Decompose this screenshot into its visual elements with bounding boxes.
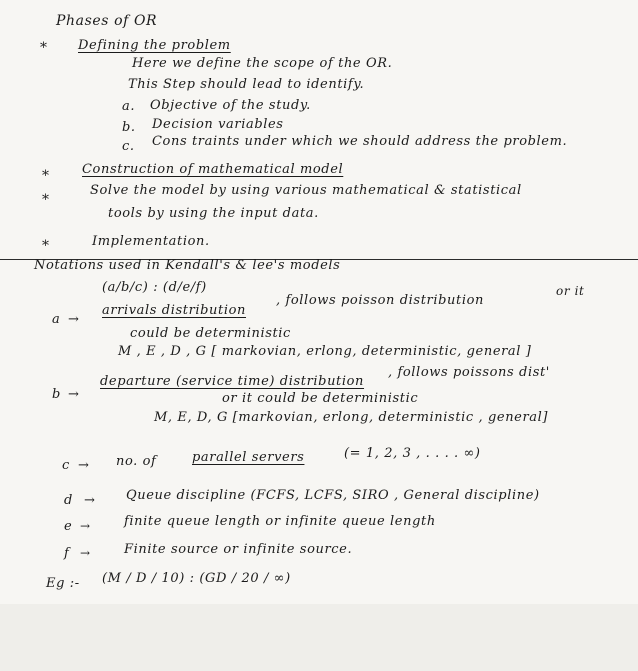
phases-heading: Phases of OR (56, 13, 158, 29)
notation-f-label: f (64, 546, 70, 561)
notation-e-arrow: → (80, 519, 91, 533)
notation-a-line-2: could be deterministic (130, 326, 291, 341)
notation-c-label: c (62, 458, 70, 473)
bullet-2: * (42, 168, 50, 184)
notation-b-follows: , follows poissons dist' (388, 365, 550, 380)
phase-3-line-2: tools by using the input data. (108, 206, 319, 221)
phase-1-sub-a: Objective of the study. (150, 98, 311, 113)
phase-1-sub-c: Cons traints under which we should address the problem. (152, 134, 568, 149)
notation-format: (a/b/c) : (d/e/f) (102, 280, 207, 295)
notation-b-line-2: or it could be deterministic (222, 391, 419, 406)
notation-a-label: a (52, 312, 61, 327)
notation-c-arrow: → (78, 458, 90, 473)
bullet-1: * (40, 40, 48, 56)
notation-b-label: b (52, 387, 61, 402)
phase-1-desc-1: Here we define the scope of the OR. (132, 56, 393, 71)
notation-b-arrow: → (68, 387, 80, 402)
blank-margin (0, 604, 638, 671)
phase-1-sub-b-label: b. (122, 120, 136, 135)
phase-1-sub-b: Decision variables (152, 117, 284, 132)
phase-4-title: Implementation. (92, 234, 210, 249)
bullet-4: * (42, 238, 50, 254)
example-text: (M / D / 10) : (GD / 20 / ∞) (102, 571, 291, 586)
notation-c-servers: parallel servers (192, 450, 305, 465)
notation-a-arrivals: arrivals distribution (102, 303, 247, 318)
bullet-3: * (42, 192, 50, 208)
phase-2-title: Construction of mathematical model (82, 162, 344, 177)
notation-f-text: Finite source or infinite source. (124, 542, 353, 557)
notation-c-range: (= 1, 2, 3 , . . . . ∞) (344, 446, 481, 461)
phase-1-desc-2: This Step should lead to identify. (128, 77, 365, 92)
notation-a-or-it: or it (556, 284, 585, 298)
notation-a-arrow: → (68, 312, 80, 327)
notation-e-label: e (64, 519, 73, 534)
notation-d-arrow: → (84, 493, 96, 508)
notation-b-departure: departure (service time) distribution (100, 374, 365, 389)
phase-1-title: Defining the problem (78, 38, 231, 53)
example-label: Eg :- (46, 576, 80, 591)
phase-1-sub-c-label: c. (122, 139, 135, 154)
notation-e-text: finite queue length or infinite queue length (124, 514, 436, 529)
notation-a-line-3: M , E , D , G [ markovian, erlong, deterministic, general ] (118, 344, 532, 359)
notation-b-line-3: M, E, D, G [markovian, erlong, deterministic , general] (154, 410, 549, 425)
notation-f-arrow: → (80, 546, 91, 560)
notation-d-label: d (64, 493, 73, 508)
phase-3-line-1: Solve the model by using various mathematical & statistical (90, 183, 522, 198)
phase-1-sub-a-label: a. (122, 99, 136, 114)
notation-d-text: Queue discipline (FCFS, LCFS, SIRO , General discipline) (126, 488, 540, 503)
notation-a-follows: , follows poisson distribution (276, 293, 484, 308)
notations-heading: Notations used in Kendall's & lee's models (34, 258, 341, 273)
notation-c-pre: no. of (116, 454, 157, 469)
